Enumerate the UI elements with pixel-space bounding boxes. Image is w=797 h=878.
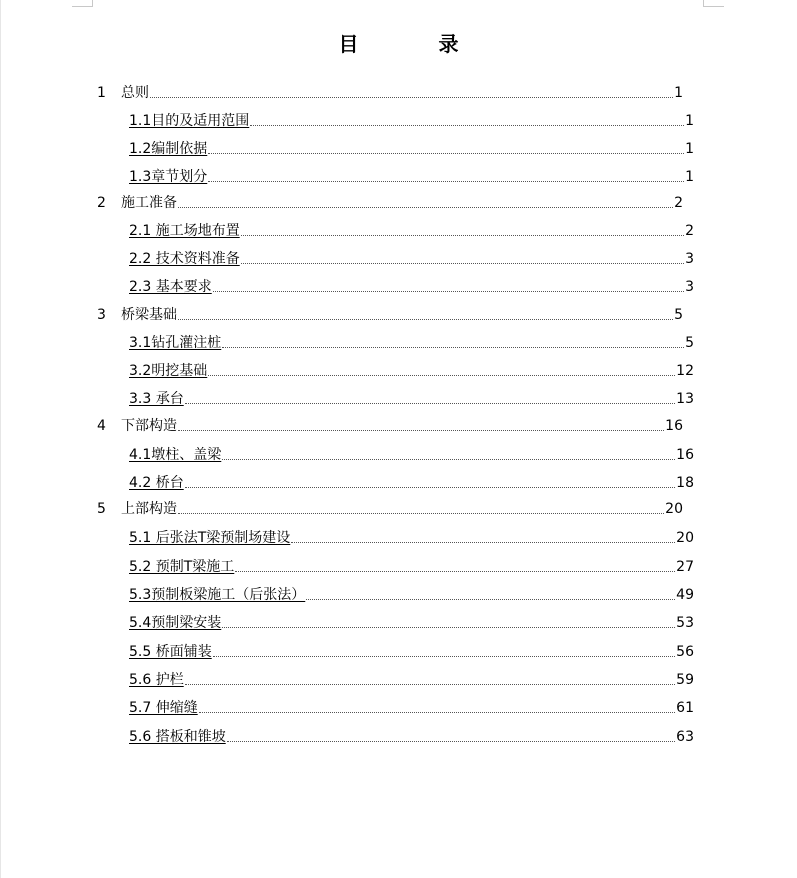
dot-leader xyxy=(208,181,684,182)
section-link[interactable]: 2.2 技术资料准备 xyxy=(129,251,240,267)
page-number: 18 xyxy=(676,475,694,491)
toc-section-5-1[interactable] xyxy=(129,525,694,547)
dot-leader xyxy=(185,487,675,488)
dot-leader xyxy=(222,459,675,460)
dot-leader xyxy=(208,153,684,154)
page-number: 16 xyxy=(676,447,694,463)
toc-section-3-1[interactable] xyxy=(129,330,694,352)
page-number: 53 xyxy=(676,615,694,631)
page-number: 59 xyxy=(676,672,694,688)
toc-chapter-2[interactable] xyxy=(97,190,683,212)
dot-leader xyxy=(213,656,675,657)
page-number: 5 xyxy=(685,335,694,351)
chapter-title: 下部构造 xyxy=(121,418,177,434)
section-link[interactable]: 5.2 预制T梁施工 xyxy=(129,559,235,575)
dot-leader xyxy=(241,263,684,264)
section-link[interactable]: 3.2明挖基础 xyxy=(129,363,208,379)
toc-section-5-8[interactable] xyxy=(129,724,694,746)
chapter-title: 施工准备 xyxy=(121,195,177,211)
section-link[interactable]: 4.2 桥台 xyxy=(129,475,184,491)
page-number: 1 xyxy=(685,141,694,157)
page-number: 1 xyxy=(685,113,694,129)
chapter-title: 桥梁基础 xyxy=(121,307,177,323)
margin-mark-top-right xyxy=(703,0,724,7)
chapter-number: 5 xyxy=(97,501,106,517)
page-number: 3 xyxy=(685,279,694,295)
page-number: 13 xyxy=(676,391,694,407)
page-number: 20 xyxy=(665,501,683,517)
toc-section-1-1[interactable] xyxy=(129,108,694,130)
toc-section-3-3[interactable] xyxy=(129,386,694,408)
page-number: 3 xyxy=(685,251,694,267)
page-number: 16 xyxy=(665,418,683,434)
dot-leader xyxy=(241,235,684,236)
section-link[interactable]: 3.1钻孔灌注桩 xyxy=(129,335,222,351)
section-link[interactable]: 5.4预制梁安装 xyxy=(129,615,222,631)
dot-leader xyxy=(213,291,684,292)
toc-section-5-5[interactable] xyxy=(129,639,694,661)
toc-section-5-4[interactable] xyxy=(129,610,694,632)
dot-leader xyxy=(199,712,675,713)
toc-section-4-2[interactable] xyxy=(129,470,694,492)
chapter-number: 1 xyxy=(97,85,106,101)
page-number: 56 xyxy=(676,644,694,660)
section-link[interactable]: 5.6 护栏 xyxy=(129,672,184,688)
page-number: 49 xyxy=(676,587,694,603)
margin-mark-top-left xyxy=(72,0,93,7)
page-number: 61 xyxy=(676,700,694,716)
page-number: 20 xyxy=(676,530,694,546)
toc-section-4-1[interactable] xyxy=(129,442,694,464)
toc-chapter-3[interactable] xyxy=(97,302,683,324)
toc-section-2-3[interactable] xyxy=(129,274,694,296)
page-number: 12 xyxy=(676,363,694,379)
chapter-number: 4 xyxy=(97,418,106,434)
page-number: 1 xyxy=(674,85,683,101)
toc-section-5-2[interactable] xyxy=(129,554,694,576)
page-edge xyxy=(0,0,1,878)
dot-leader xyxy=(178,319,673,320)
toc-section-1-3[interactable] xyxy=(129,164,694,186)
chapter-title: 总则 xyxy=(121,85,149,101)
dot-leader xyxy=(250,125,684,126)
toc-chapter-4[interactable] xyxy=(97,413,683,435)
dot-leader xyxy=(150,97,673,98)
section-link[interactable]: 5.5 桥面铺装 xyxy=(129,644,212,660)
section-link[interactable]: 4.1墩柱、盖梁 xyxy=(129,447,222,463)
dot-leader xyxy=(178,513,664,514)
chapter-title: 上部构造 xyxy=(121,501,177,517)
page-number: 27 xyxy=(676,559,694,575)
page-number: 63 xyxy=(676,729,694,745)
dot-leader xyxy=(235,571,675,572)
dot-leader xyxy=(227,741,675,742)
page-number: 5 xyxy=(674,307,683,323)
section-link[interactable]: 1.1目的及适用范围 xyxy=(129,113,250,129)
section-link[interactable]: 5.3预制板梁施工（后张法） xyxy=(129,587,306,603)
dot-leader xyxy=(222,627,675,628)
dot-leader xyxy=(222,347,684,348)
chapter-number: 2 xyxy=(97,195,106,211)
page-number: 2 xyxy=(674,195,683,211)
section-link[interactable]: 1.3章节划分 xyxy=(129,169,208,185)
toc-section-1-2[interactable] xyxy=(129,136,694,158)
dot-leader xyxy=(306,599,675,600)
toc-section-5-7[interactable] xyxy=(129,695,694,717)
chapter-number: 3 xyxy=(97,307,106,323)
toc-chapter-5[interactable] xyxy=(97,496,683,518)
dot-leader xyxy=(291,542,675,543)
dot-leader xyxy=(178,207,673,208)
dot-leader xyxy=(185,684,675,685)
toc-chapter-1[interactable] xyxy=(97,80,683,102)
section-link[interactable]: 2.3 基本要求 xyxy=(129,279,212,295)
toc-section-5-6[interactable] xyxy=(129,667,694,689)
section-link[interactable]: 5.7 伸缩缝 xyxy=(129,700,198,716)
dot-leader xyxy=(185,403,675,404)
section-link[interactable]: 3.3 承台 xyxy=(129,391,184,407)
toc-title: 目 录 xyxy=(338,32,489,56)
section-link[interactable]: 5.1 后张法T梁预制场建设 xyxy=(129,530,291,546)
page-number: 2 xyxy=(685,223,694,239)
toc-section-2-1[interactable] xyxy=(129,218,694,240)
section-link[interactable]: 2.1 施工场地布置 xyxy=(129,223,240,239)
section-link[interactable]: 5.6 搭板和锥坡 xyxy=(129,729,226,745)
section-link[interactable]: 1.2编制依据 xyxy=(129,141,208,157)
toc-section-5-3[interactable] xyxy=(129,582,694,604)
toc-section-3-2[interactable] xyxy=(129,358,694,380)
dot-leader xyxy=(208,375,675,376)
dot-leader xyxy=(178,430,664,431)
page-number: 1 xyxy=(685,169,694,185)
toc-section-2-2[interactable] xyxy=(129,246,694,268)
